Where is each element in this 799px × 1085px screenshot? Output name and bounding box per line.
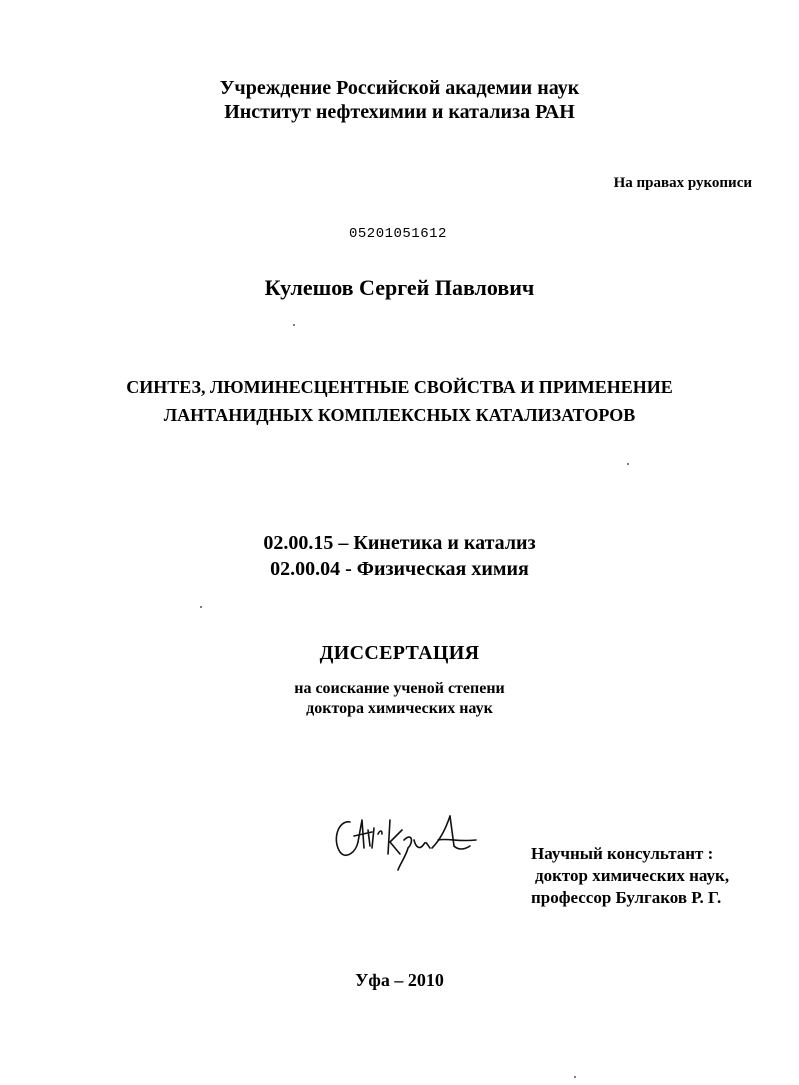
degree-statement <box>0 679 799 719</box>
title-line-2: ЛАНТАНИДНЫХ КОМПЛЕКСНЫХ КАТАЛИЗАТОРОВ <box>163 405 636 425</box>
archive-stamp-number: 05201051612 <box>349 226 447 242</box>
institution-block <box>0 76 799 124</box>
city-and-year: Уфа – 2010 <box>355 970 444 990</box>
document-type-heading: ДИССЕРТАЦИЯ <box>319 642 480 664</box>
specialty-line-2: 02.00.04 - Физическая химия <box>270 558 529 580</box>
author-name: Кулешов Сергей Павлович <box>264 275 535 300</box>
scan-speck <box>200 606 202 608</box>
scan-speck <box>627 463 629 465</box>
rights-notice: На правах рукописи <box>613 175 752 191</box>
consultant-name: профессор Булгаков Р. Г. <box>531 888 722 907</box>
institution-line-2: Институт нефтехимии и катализа РАН <box>224 101 575 123</box>
consultant-label: Научный консультант : <box>531 844 714 863</box>
specialty-codes <box>0 530 799 582</box>
degree-line-2: доктора химических наук <box>306 700 493 717</box>
scientific-consultant-block <box>531 843 729 909</box>
institution-line-1: Учреждение Российской академии наук <box>219 77 580 99</box>
handwritten-signature-icon <box>328 800 488 880</box>
degree-line-1: на соискание ученой степени <box>294 680 505 697</box>
dissertation-title <box>0 373 799 429</box>
consultant-degree: доктор химических наук, <box>535 866 730 885</box>
title-line-1: СИНТЕЗ, ЛЮМИНЕСЦЕНТНЫЕ СВОЙСТВА И ПРИМЕНЕНИЕ <box>126 377 673 397</box>
scan-speck <box>574 1076 576 1078</box>
scan-speck <box>293 324 295 326</box>
specialty-line-1: 02.00.15 – Кинетика и катализ <box>263 532 536 554</box>
